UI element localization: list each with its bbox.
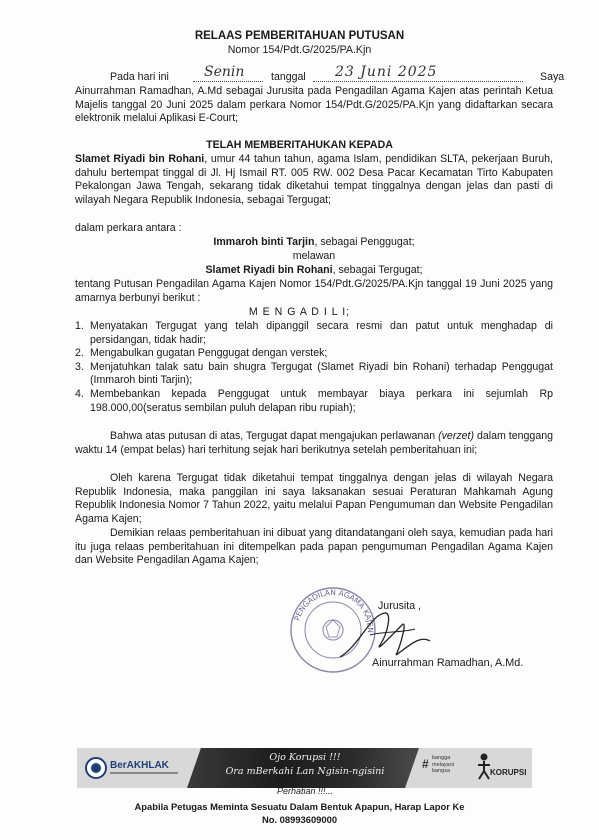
- plaintiff-name: Immaroh binti Tarjin: [213, 236, 315, 248]
- slogan-1: Ojo Korupsi !!!: [269, 752, 341, 763]
- mengadili: M E N G A D I L I;: [248, 306, 351, 318]
- signature-role: Jurusita ,: [378, 600, 421, 612]
- notify-heading: TELAH MEMBERITAHUKAN KEPADA: [206, 139, 393, 151]
- verdict-item: 1. Menyatakan Tergugat yang telah dipanggil secara resmi dan patut untuk menghadap di persidangan, tidak hadir;: [75, 320, 553, 346]
- opening-body: Ainurrahman Ramadhan, A.Md sebagai Jurusita pada Pengadilan Agama Kajen atas perintah Ketua Majelis tanggal 20 Juni 2025 dalam perkara Nomor 154/Pdt.G/2025/PA.Kjn yang didaftarkan secara elektronik melalui Aplikasi E-Court;: [75, 85, 553, 125]
- verdict-item: 2. Mengabulkan gugatan Penggugat dengan verstek;: [75, 347, 328, 360]
- defendant-details: , umur 44 tahun tahun, agama Islam, pendidikan SLTA, pekerjaan Buruh, dahulu bertempat tinggal di Jl. Hj Ismail RT. 005 RW. 002 Desa Pacar Kecamatan Tirto Kabupaten Pekalongan Jawa Tengah, sekarang tidak diketahui tempat tinggalnya dengan jelas dan pasti di wilayah Negara Republik Indonesia, sebagai Tergugat;: [75, 153, 553, 206]
- verdict-item: 4. Membebankan kepada Penggugat untuk membayar biaya perkara ini sejumlah Rp 198.000,00(seratus sembilan puluh delapan ribu rupiah);: [75, 387, 553, 414]
- verzet-italic: (verzet): [438, 430, 475, 442]
- verdict-item: 3. Menjatuhkan talak satu bain shugra Tergugat (Slamet Riyadi bin Rohani) terhadap Penggugat (Immaroh binti Tarjin);: [75, 360, 553, 387]
- notify-paragraph: [75, 153, 553, 207]
- footer-line-1: Apabila Petugas Meminta Sesuatu Dalam Bentuk Apapun, Harap Lapor Ke: [134, 801, 465, 812]
- berakhlak-logo-icon: [85, 757, 107, 779]
- berakhlak-subline: [110, 772, 178, 774]
- bangga-melayani-label: bangga melayani bangsa: [432, 755, 455, 774]
- defendant-role: , sebagai Tergugat;: [332, 264, 423, 276]
- plaintiff-role: , sebagai Penggugat;: [314, 236, 415, 248]
- date-dotted-line: [313, 80, 523, 82]
- day-dotted-line: [193, 80, 263, 82]
- opening-saya: Saya: [540, 71, 565, 83]
- handwritten-day: Senin: [204, 64, 245, 80]
- versus: melawan: [292, 250, 336, 262]
- signature-scribble: [330, 605, 440, 665]
- stamp-text: PENGADILAN AGAMA KAJEN: [292, 587, 376, 633]
- document-title: RELAAS PEMBERITAHUAN PUTUSAN: [194, 30, 405, 42]
- korupsi-label: KORUPSI: [490, 768, 527, 777]
- case-number: Nomor 154/Pdt.G/2025/PA.Kjn: [227, 44, 372, 56]
- defendant-name-2: Slamet Riyadi bin Rohani: [205, 264, 333, 276]
- defendant-line: [75, 264, 553, 278]
- closing-paragraph-3: Demikian relaas pemberitahuan ini dibuat yang ditandatangani oleh saya, kemudian pada hari itu juga relaas pemberitahuan ini ditempelkan pada papan pengumuman Pengadilan Agama Kajen dan Website Pengadilan Agama Kajen;: [75, 527, 553, 567]
- berakhlak-label: BerAKHLAK: [110, 760, 169, 771]
- perhatian-label: Perhatian !!!...: [276, 786, 334, 796]
- verdict-list: [75, 320, 553, 415]
- closing-paragraph-2: Oleh karena Tergugat tidak diketahui tempat tinggalnya dengan jelas di wilayah Negara Republik Indonesia, maka panggilan ini saya laksanakan sesuai Peraturan Mahkamah Agung Republik Indonesia Nomor 7 Tahun 2022, yaitu melalui Papan Pengumuman dan Website Pengadilan Agama Kajen;: [75, 472, 553, 525]
- closing-paragraph-1: Bahwa atas putusan di atas, Tergugat dapat mengajukan perlawanan (verzet) dalam tenggang waktu 14 (empat belas) hari terhitung sejak hari berikutnya setelah pemberitahuan ini;: [75, 430, 553, 456]
- signature-name: Ainurrahman Ramadhan, A.Md.: [372, 657, 524, 669]
- opening-pada-hari-ini: Pada hari ini: [110, 71, 169, 83]
- verdict-intro: tentang Putusan Pengadilan Agama Kajen Nomor 154/Pdt.G/2025/PA.Kjn tanggal 19 Juni 2025 yang amarnya berbunyi berikut :: [75, 278, 553, 304]
- hashtag-icon: #: [422, 757, 429, 771]
- slogan-2: Ora mBerkahi Lan Ngisin-ngisini: [225, 766, 385, 777]
- plaintiff-line: [75, 236, 553, 250]
- handwritten-date: 23 Juni 2025: [335, 64, 438, 80]
- footer-phone: No. 08993609000: [261, 814, 338, 825]
- parties-intro: dalam perkara antara :: [75, 222, 182, 234]
- opening-tanggal: tanggal: [271, 71, 306, 83]
- defendant-name: Slamet Riyadi bin Rohani: [75, 153, 205, 165]
